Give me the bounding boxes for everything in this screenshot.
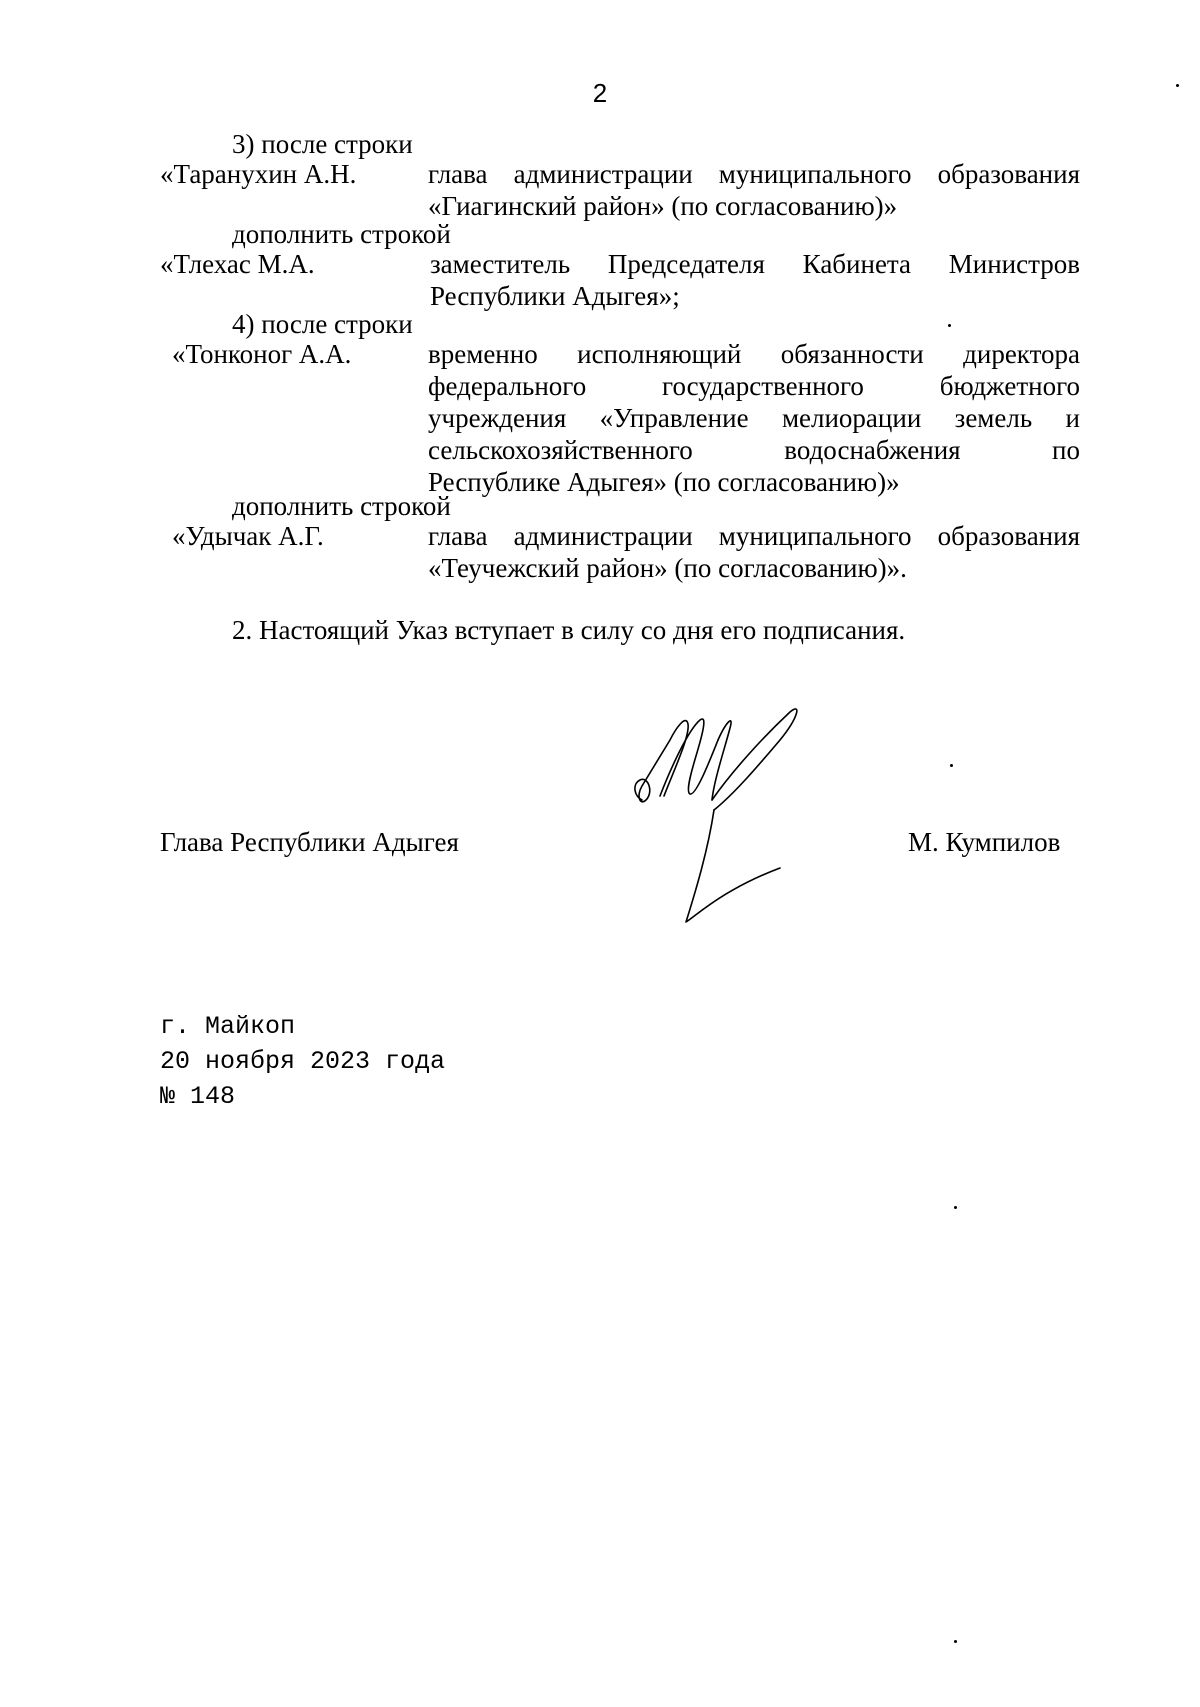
scan-speck: [954, 1640, 957, 1643]
item3-add-label: дополнить строкой: [232, 219, 451, 249]
desc-line: сельскохозяйственного водоснабжения по: [428, 435, 1080, 465]
entry-name: «Удычак А.Г.: [172, 521, 324, 551]
desc-line: учреждения «Управление мелиорации земель и: [428, 403, 1080, 433]
footer-city: г. Майкоп: [160, 1012, 296, 1041]
entry-name: «Таранухин А.Н.: [160, 159, 357, 189]
desc-line: «Теучежский район» (по согласованию)».: [428, 553, 907, 583]
desc-line: глава администрации муниципального образования: [428, 159, 1080, 189]
item4-heading: 4) после строки: [232, 309, 413, 339]
desc-line: федерального государственного бюджетного: [428, 371, 1080, 401]
clause-2: 2. Настоящий Указ вступает в силу со дня его подписания.: [232, 615, 906, 645]
scan-speck: [950, 764, 953, 767]
item4-add-label: дополнить строкой: [232, 491, 451, 521]
entry-description: [428, 338, 1080, 498]
scan-speck: [948, 324, 951, 327]
desc-line: Республики Адыгея»;: [430, 281, 680, 311]
entry-name: «Тлехас М.А.: [160, 249, 315, 279]
scan-speck: [954, 1206, 957, 1209]
item3-heading: 3) после строки: [232, 129, 413, 159]
entry-description: [428, 520, 1080, 584]
desc-line: «Гиагинский район» (по согласованию)»: [428, 191, 898, 221]
entry-description: [430, 248, 1080, 312]
desc-line: Республике Адыгея» (по согласованию)»: [428, 467, 900, 497]
footer-number: № 148: [160, 1082, 236, 1111]
handwritten-signature: [630, 700, 830, 960]
signatory-name: М. Кумпилов: [908, 827, 1061, 857]
page-number: 2: [592, 78, 608, 108]
entry-description: [428, 158, 1080, 222]
scan-speck: [1176, 84, 1179, 87]
entry-name: «Тонконог А.А.: [172, 339, 352, 369]
desc-line: временно исполняющий обязанности директора: [428, 339, 1080, 369]
desc-line: глава администрации муниципального образования: [428, 521, 1080, 551]
signatory-title: Глава Республики Адыгея: [160, 827, 459, 857]
footer-date: 20 ноября 2023 года: [160, 1047, 446, 1076]
desc-line: заместитель Председателя Кабинета Министров: [430, 249, 1080, 279]
